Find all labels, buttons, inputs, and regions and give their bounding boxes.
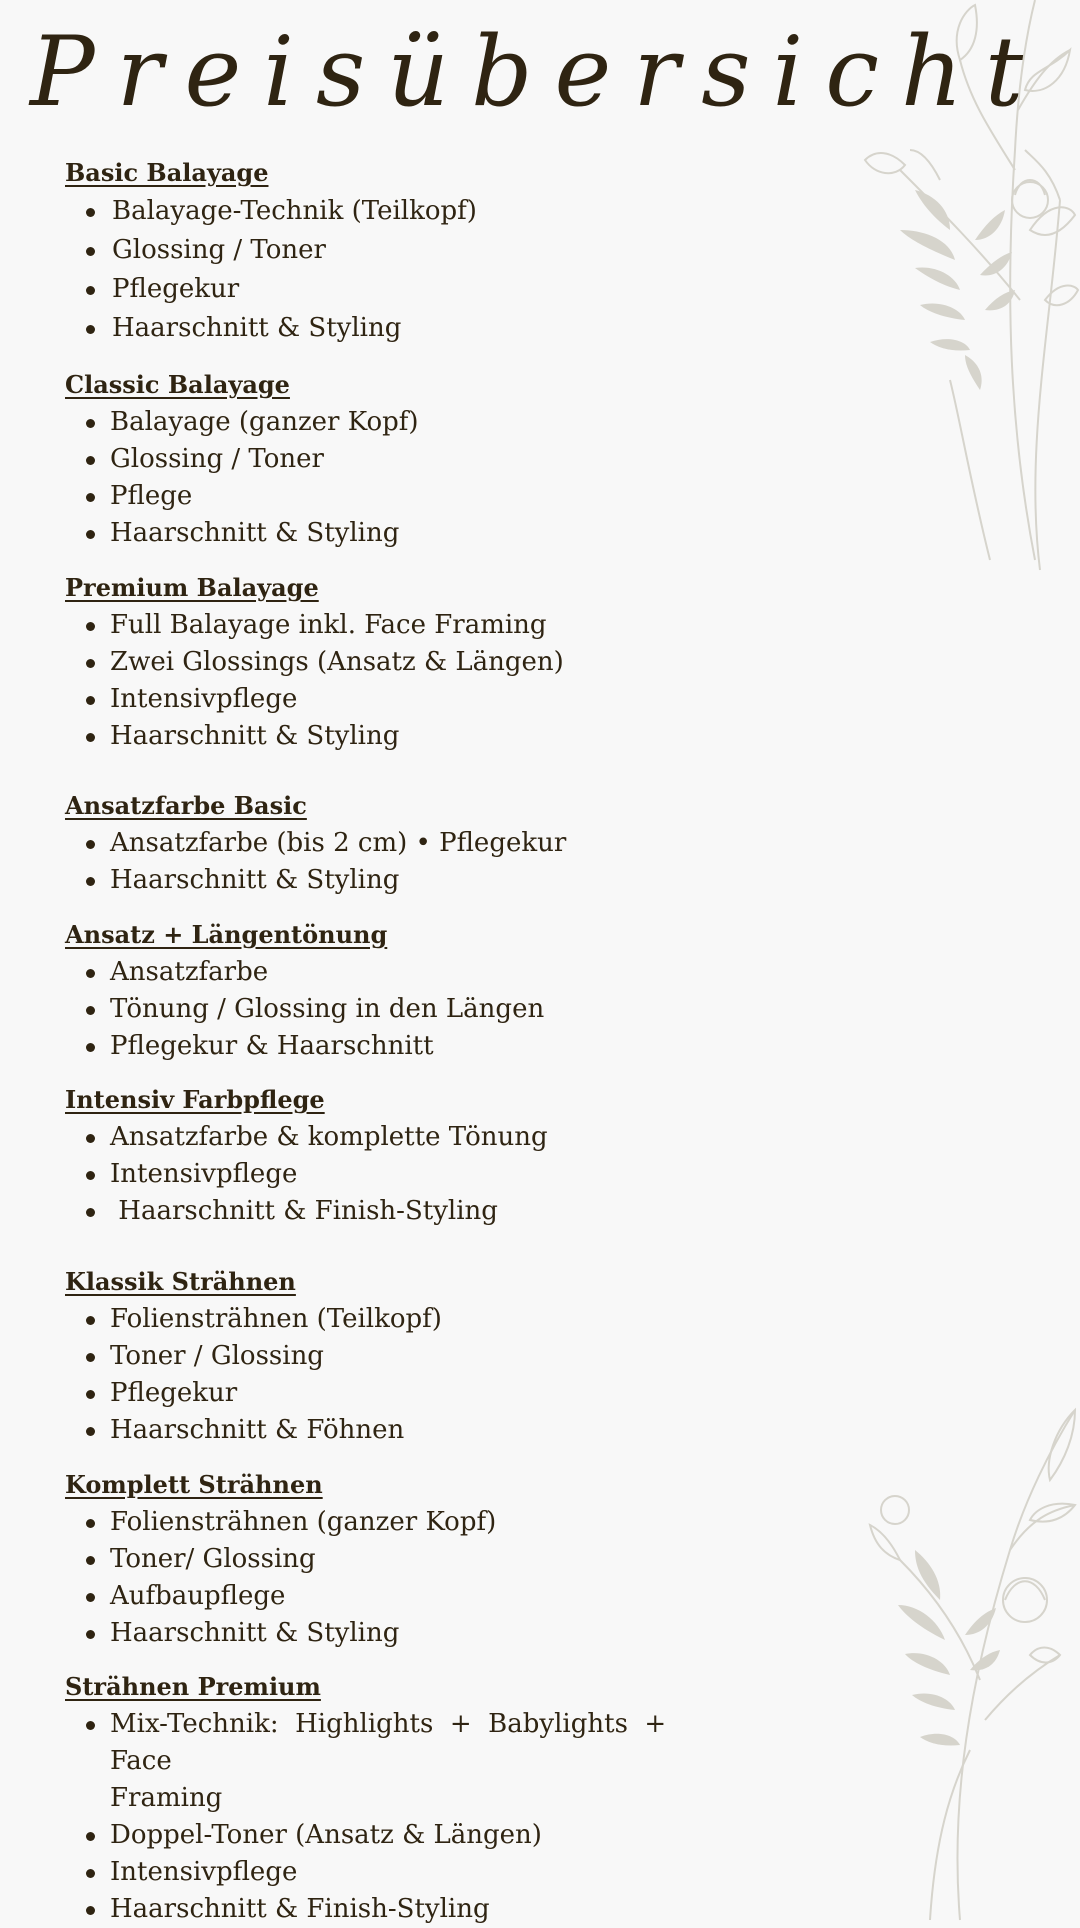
list-item: Haarschnitt & Styling [65,862,715,899]
list-item: Glossing / Toner [65,441,715,478]
list-item: Glossing / Toner [65,231,715,270]
section-intensiv-farbpflege [65,1085,715,1230]
list-item: Pflege [65,478,715,515]
section-heading: Classic Balayage [65,370,290,399]
list-item: Mix-Technik: Highlights + Babylights + Face Framing [65,1706,715,1817]
section-ansatzfarbe-basic [65,791,715,899]
section-heading: Komplett Strähnen [65,1470,323,1499]
section-ansatz-laengentoenung [65,920,715,1065]
list-item: Haarschnitt & Styling [65,718,715,755]
list-item: Haarschnitt & Styling [65,515,715,552]
service-list [65,954,715,1065]
list-item: Haarschnitt & Styling [65,1615,715,1652]
service-list [65,825,715,899]
list-item: Foliensträhnen (Teilkopf) [65,1301,715,1338]
list-item: Doppel-Toner (Ansatz & Längen) [65,1817,715,1854]
floral-illustration-bottom [820,1400,1080,1920]
list-item: Pflegekur [65,270,715,309]
list-item: Haarschnitt & Föhnen [65,1412,715,1449]
service-list [65,1706,715,1928]
list-item: Balayage (ganzer Kopf) [65,404,715,441]
section-heading: Basic Balayage [65,158,269,187]
service-list [65,192,715,348]
service-list [65,1301,715,1449]
list-item: Ansatzfarbe & komplette Tönung [65,1119,715,1156]
service-list [65,404,715,552]
svg-text:Preisübersicht: Preisübersicht [30,16,1046,128]
service-list [65,607,715,755]
list-item: Aufbaupflege [65,1578,715,1615]
list-item: Zwei Glossings (Ansatz & Längen) [65,644,715,681]
list-item: Pflegekur [65,1375,715,1412]
list-item: Haarschnitt & Styling [65,309,715,348]
list-item: Haarschnitt & Finish-Styling [65,1891,715,1928]
list-item: Haarschnitt & Finish-Styling [65,1193,715,1230]
section-heading: Intensiv Farbpflege [65,1085,325,1114]
floral-illustration-top [780,0,1080,580]
list-item: Toner/ Glossing [65,1541,715,1578]
section-heading: Strähnen Premium [65,1672,321,1701]
page-title [30,10,1046,140]
list-item: Foliensträhnen (ganzer Kopf) [65,1504,715,1541]
list-item: Full Balayage inkl. Face Framing [65,607,715,644]
list-item: Intensivpflege [65,1156,715,1193]
section-classic-balayage [65,370,715,552]
section-basic-balayage [65,158,715,348]
section-klassik-straehnen [65,1267,715,1449]
section-premium-balayage [65,573,715,755]
section-heading: Ansatzfarbe Basic [65,791,307,820]
list-item: Ansatzfarbe [65,954,715,991]
list-item: Ansatzfarbe (bis 2 cm) • Pflegekur [65,825,715,862]
list-item: Pflegekur & Haarschnitt [65,1028,715,1065]
list-item: Tönung / Glossing in den Längen [65,991,715,1028]
list-item: Toner / Glossing [65,1338,715,1375]
service-list [65,1504,715,1652]
section-straehnen-premium [65,1672,715,1928]
section-komplett-straehnen [65,1470,715,1652]
section-heading: Ansatz + Längentönung [65,920,388,949]
service-list [65,1119,715,1230]
list-item: Balayage-Technik (Teilkopf) [65,192,715,231]
section-heading: Premium Balayage [65,573,319,602]
list-item: Intensivpflege [65,681,715,718]
section-heading: Klassik Strähnen [65,1267,296,1296]
list-item: Intensivpflege [65,1854,715,1891]
